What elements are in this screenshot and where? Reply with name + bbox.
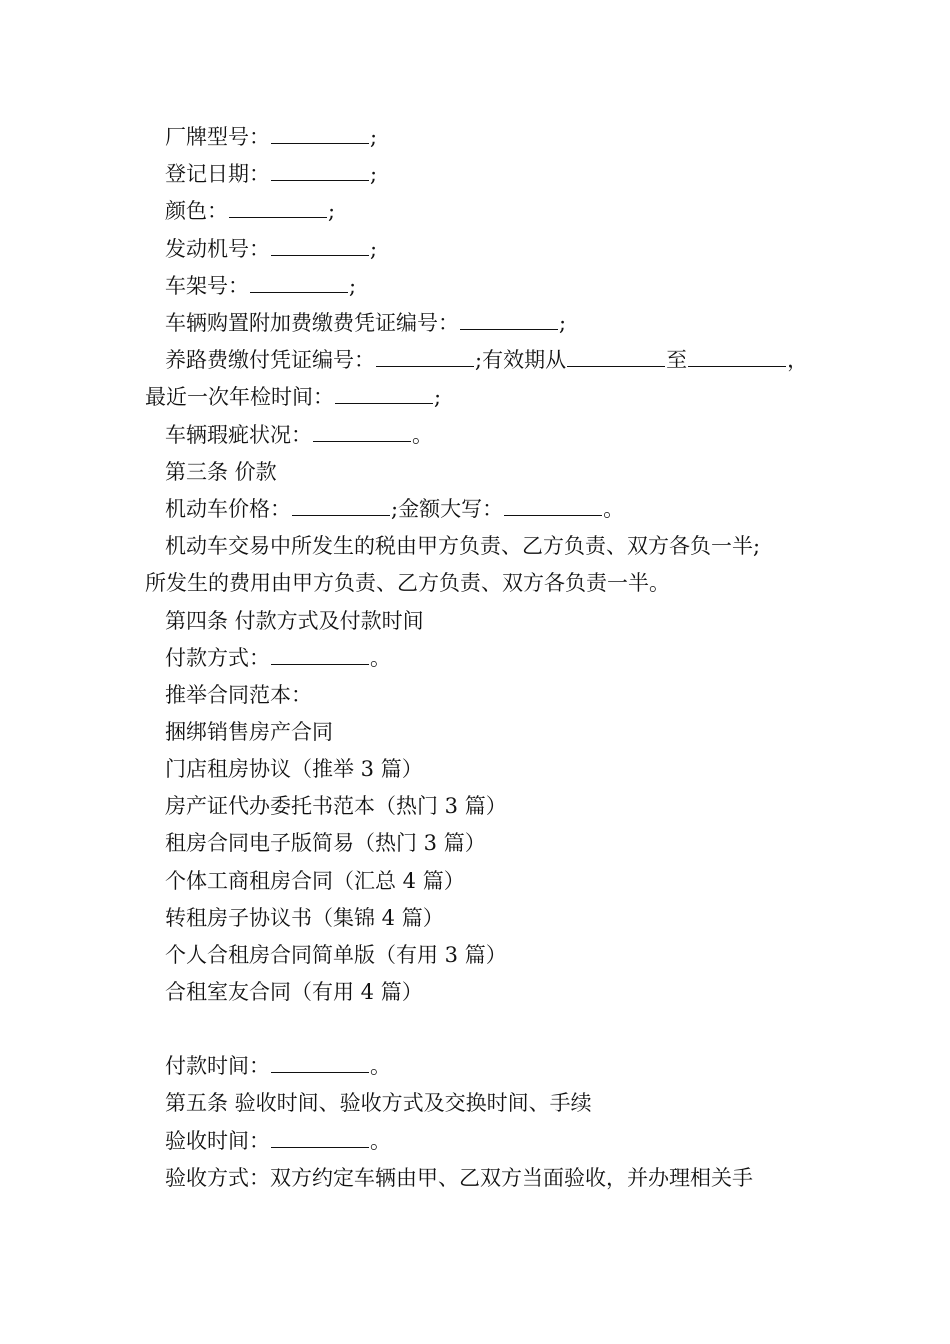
recommended-item: 合租室友合同（有用 4 篇） — [165, 980, 423, 1004]
comma: ， — [787, 348, 809, 372]
recommended-item: 个人合租房合同简单版（有用 3 篇） — [165, 943, 507, 967]
amount-upper-blank — [504, 495, 602, 516]
price-blank — [292, 495, 390, 516]
period: 。 — [603, 497, 625, 521]
last-inspection-blank — [335, 383, 433, 404]
frame-no-blank — [250, 272, 348, 293]
recommended-item: 租房合同电子版简易（热门 3 篇） — [165, 831, 486, 855]
pay-method-blank — [271, 644, 369, 665]
recommended-item: 个体工商租房合同（汇总 4 篇） — [165, 869, 465, 893]
semicolon: ; — [370, 162, 378, 186]
reg-date-blank — [271, 160, 369, 181]
engine-no-blank — [271, 235, 369, 256]
pay-time-blank — [271, 1052, 369, 1073]
pay-method-label: 付款方式： — [165, 646, 270, 670]
color-label: 颜色： — [165, 199, 228, 223]
recommended-item: 门店租房协议（推举 3 篇） — [165, 757, 423, 781]
road-fee-line — [165, 346, 845, 374]
brand-model-line — [165, 123, 845, 151]
semicolon: ; — [370, 237, 378, 261]
period: 。 — [370, 1129, 391, 1153]
period: 。 — [370, 646, 391, 670]
period: 。 — [412, 423, 433, 447]
recommended-item: 房产证代办委托书范本（热门 3 篇） — [165, 794, 507, 818]
color-blank — [229, 197, 327, 218]
brand-model-label: 厂牌型号： — [165, 125, 270, 149]
defects-label: 车辆瑕疵状况： — [165, 423, 312, 447]
accept-time-line — [165, 1127, 845, 1155]
article5-title: 第五条 验收时间、验收方式及交换时间、手续 — [165, 1091, 592, 1115]
frame-no-line — [165, 272, 845, 300]
last-inspection-line — [145, 383, 825, 411]
valid-from-label: ;有效期从 — [475, 348, 567, 372]
semicolon: ; — [349, 274, 357, 298]
semicolon: ; — [559, 311, 567, 335]
recommended-heading: 推举合同范本： — [165, 683, 312, 707]
purchase-tax-line — [165, 309, 845, 337]
reg-date-line — [165, 160, 845, 188]
pay-time-label: 付款时间： — [165, 1054, 270, 1078]
amount-upper-label: ;金额大写： — [391, 497, 504, 521]
price-label: 机动车价格： — [165, 497, 291, 521]
recommended-item: 转租房子协议书（集锦 4 篇） — [165, 906, 444, 930]
purchase-tax-label: 车辆购置附加费缴费凭证编号： — [165, 311, 459, 335]
valid-to-blank — [688, 346, 786, 367]
pay-method-line — [165, 644, 845, 672]
price-line — [165, 495, 845, 523]
tax-line-2: 所发生的费用由甲方负责、乙方负责、双方各负责一半。 — [145, 571, 670, 595]
defects-blank — [313, 421, 411, 442]
valid-from-blank — [567, 346, 665, 367]
reg-date-label: 登记日期： — [165, 162, 270, 186]
accept-time-label: 验收时间： — [165, 1129, 270, 1153]
semicolon: ; — [434, 385, 442, 409]
semicolon: ; — [370, 125, 378, 149]
recommended-item: 捆绑销售房产合同 — [165, 720, 333, 744]
road-fee-blank — [376, 346, 474, 367]
accept-method-line: 验收方式：双方约定车辆由甲、乙双方当面验收，并办理相关手 — [165, 1166, 753, 1190]
article4-title: 第四条 付款方式及付款时间 — [165, 609, 424, 633]
frame-no-label: 车架号： — [165, 274, 249, 298]
semicolon: ; — [328, 199, 336, 223]
defects-line — [165, 421, 845, 449]
engine-no-line — [165, 235, 845, 263]
tax-line-1: 机动车交易中所发生的税由甲方负责、乙方负责、双方各负一半; — [165, 534, 761, 558]
last-inspection-label: 最近一次年检时间： — [145, 385, 334, 409]
brand-model-blank — [271, 123, 369, 144]
road-fee-label: 养路费缴付凭证编号： — [165, 348, 375, 372]
accept-time-blank — [271, 1127, 369, 1148]
engine-no-label: 发动机号： — [165, 237, 270, 261]
article3-title: 第三条 价款 — [165, 460, 277, 484]
color-line — [165, 197, 845, 225]
valid-to-label: 至 — [666, 348, 688, 372]
purchase-tax-blank — [460, 309, 558, 330]
period: 。 — [370, 1054, 391, 1078]
pay-time-line — [165, 1052, 845, 1080]
